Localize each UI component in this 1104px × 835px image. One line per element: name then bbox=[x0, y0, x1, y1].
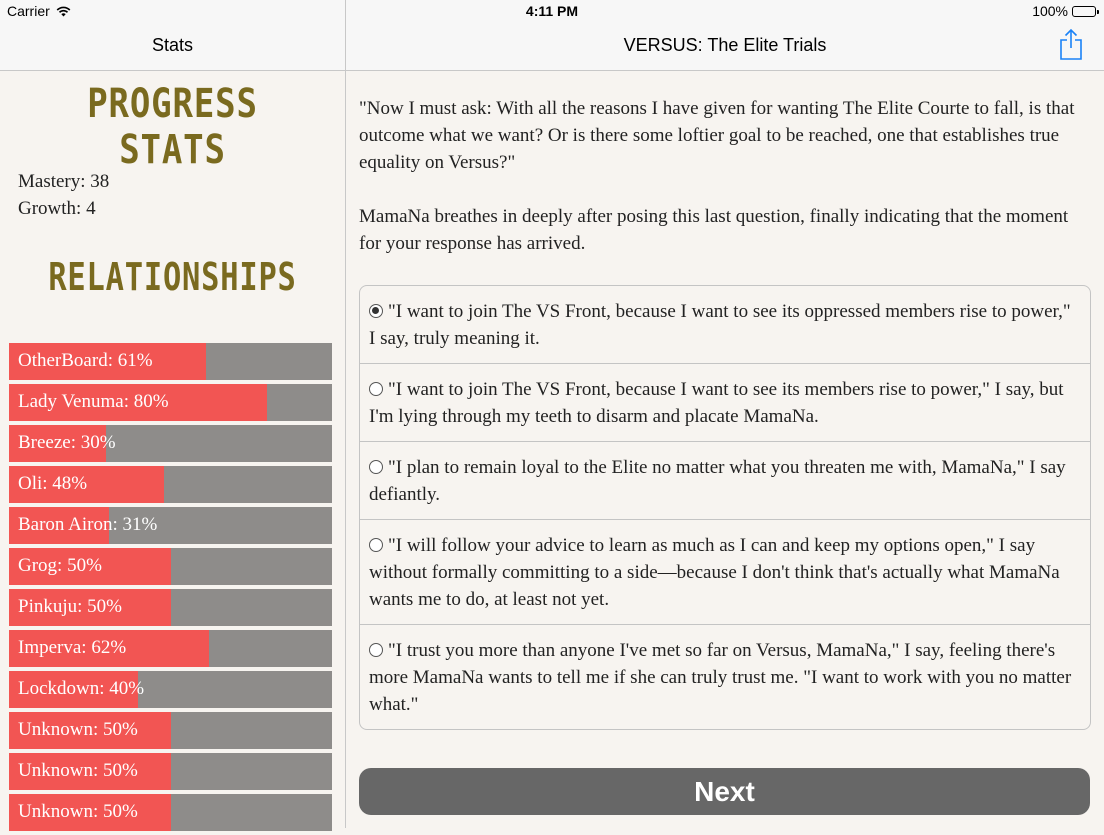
choice-text: "I plan to remain loyal to the Elite no matter what you threaten me with, MamaNa," I say defiantly. bbox=[369, 457, 1066, 505]
relationship-label: Lady Venuma: 80% bbox=[18, 391, 169, 412]
sidebar-nav-bar bbox=[0, 22, 345, 71]
share-icon[interactable] bbox=[1058, 28, 1084, 62]
choice-option[interactable] bbox=[360, 442, 1090, 520]
relationship-bar bbox=[9, 671, 332, 708]
choice-option[interactable] bbox=[360, 625, 1090, 729]
relationship-bar bbox=[9, 384, 332, 421]
relationship-bar bbox=[9, 630, 332, 667]
relationship-label: Breeze: 30% bbox=[18, 432, 116, 453]
relationship-label: Grog: 50% bbox=[18, 555, 102, 576]
radio-icon[interactable] bbox=[369, 643, 383, 657]
main-title: VERSUS: The Elite Trials bbox=[623, 35, 827, 55]
choice-list bbox=[359, 285, 1091, 730]
choice-option[interactable] bbox=[360, 364, 1090, 442]
progress-stats-heading: PROGRESS STATS bbox=[87, 81, 258, 173]
main-nav-bar bbox=[346, 22, 1104, 71]
relationship-label: Unknown: 50% bbox=[18, 760, 138, 781]
choice-option[interactable] bbox=[360, 520, 1090, 625]
relationship-label: Unknown: 50% bbox=[18, 719, 138, 740]
relationship-bar bbox=[9, 589, 332, 626]
relationship-label: Imperva: 62% bbox=[18, 637, 127, 658]
choice-text: "I trust you more than anyone I've met so far on Versus, MamaNa," I say, feeling there's more MamaNa wants to tell me if she can truly trust me. "I want to work with you no matter what." bbox=[369, 640, 1072, 715]
battery-percent: 100% bbox=[1032, 3, 1068, 19]
relationship-label: Baron Airon: 31% bbox=[18, 514, 158, 535]
relationship-label: Lockdown: 40% bbox=[18, 678, 145, 699]
relationship-bar bbox=[9, 712, 332, 749]
story-paragraph-1: "Now I must ask: With all the reasons I have given for wanting The Elite Courte to fall, is that outcome what we want? Or is there some loftier goal to be reached, one that establishes true equality on Versus?" bbox=[359, 98, 1075, 173]
relationship-bar bbox=[9, 425, 332, 462]
relationship-bar bbox=[9, 343, 332, 380]
choice-text: "I want to join The VS Front, because I want to see its members rise to power," I say, but I'm lying through my teeth to disarm and placate MamaNa. bbox=[369, 379, 1064, 427]
radio-selected-icon[interactable] bbox=[369, 304, 383, 318]
relationship-bar bbox=[9, 794, 332, 831]
relationship-bar bbox=[9, 466, 332, 503]
radio-icon[interactable] bbox=[369, 460, 383, 474]
status-bar bbox=[0, 0, 1104, 22]
choice-option[interactable] bbox=[360, 286, 1090, 364]
growth-stat: Growth: 4 bbox=[18, 198, 96, 219]
next-button[interactable]: Next bbox=[359, 768, 1090, 815]
choice-text: "I will follow your advice to learn as much as I can and keep my options open," I say without formally committing to a side—because I don't think that's actually what MamaNa wants me to do, at least not yet. bbox=[369, 535, 1060, 610]
status-time: 4:11 PM bbox=[525, 3, 579, 19]
relationship-bar bbox=[9, 507, 332, 544]
story-paragraph-2: MamaNa breathes in deeply after posing this last question, finally indicating that the moment for your response has arrived. bbox=[359, 206, 1069, 254]
relationship-label: Oli: 48% bbox=[18, 473, 88, 494]
stats-sidebar bbox=[0, 71, 345, 828]
sidebar-title: Stats bbox=[151, 35, 194, 55]
relationship-bar bbox=[9, 753, 332, 790]
relationships-heading: RELATIONSHIPS bbox=[48, 255, 297, 299]
choice-text: "I want to join The VS Front, because I want to see its oppressed members rise to power," I say, truly meaning it. bbox=[369, 301, 1071, 349]
carrier-label: Carrier bbox=[7, 3, 50, 19]
radio-icon[interactable] bbox=[369, 382, 383, 396]
story-pane bbox=[346, 71, 1104, 828]
relationship-bar bbox=[9, 548, 332, 585]
relationship-label: OtherBoard: 61% bbox=[18, 350, 153, 371]
relationship-label: Pinkuju: 50% bbox=[18, 596, 122, 617]
battery-icon bbox=[1072, 6, 1096, 17]
relationship-bars bbox=[9, 343, 332, 835]
radio-icon[interactable] bbox=[369, 538, 383, 552]
mastery-stat: Mastery: 38 bbox=[18, 171, 110, 192]
relationship-label: Unknown: 50% bbox=[18, 801, 138, 822]
